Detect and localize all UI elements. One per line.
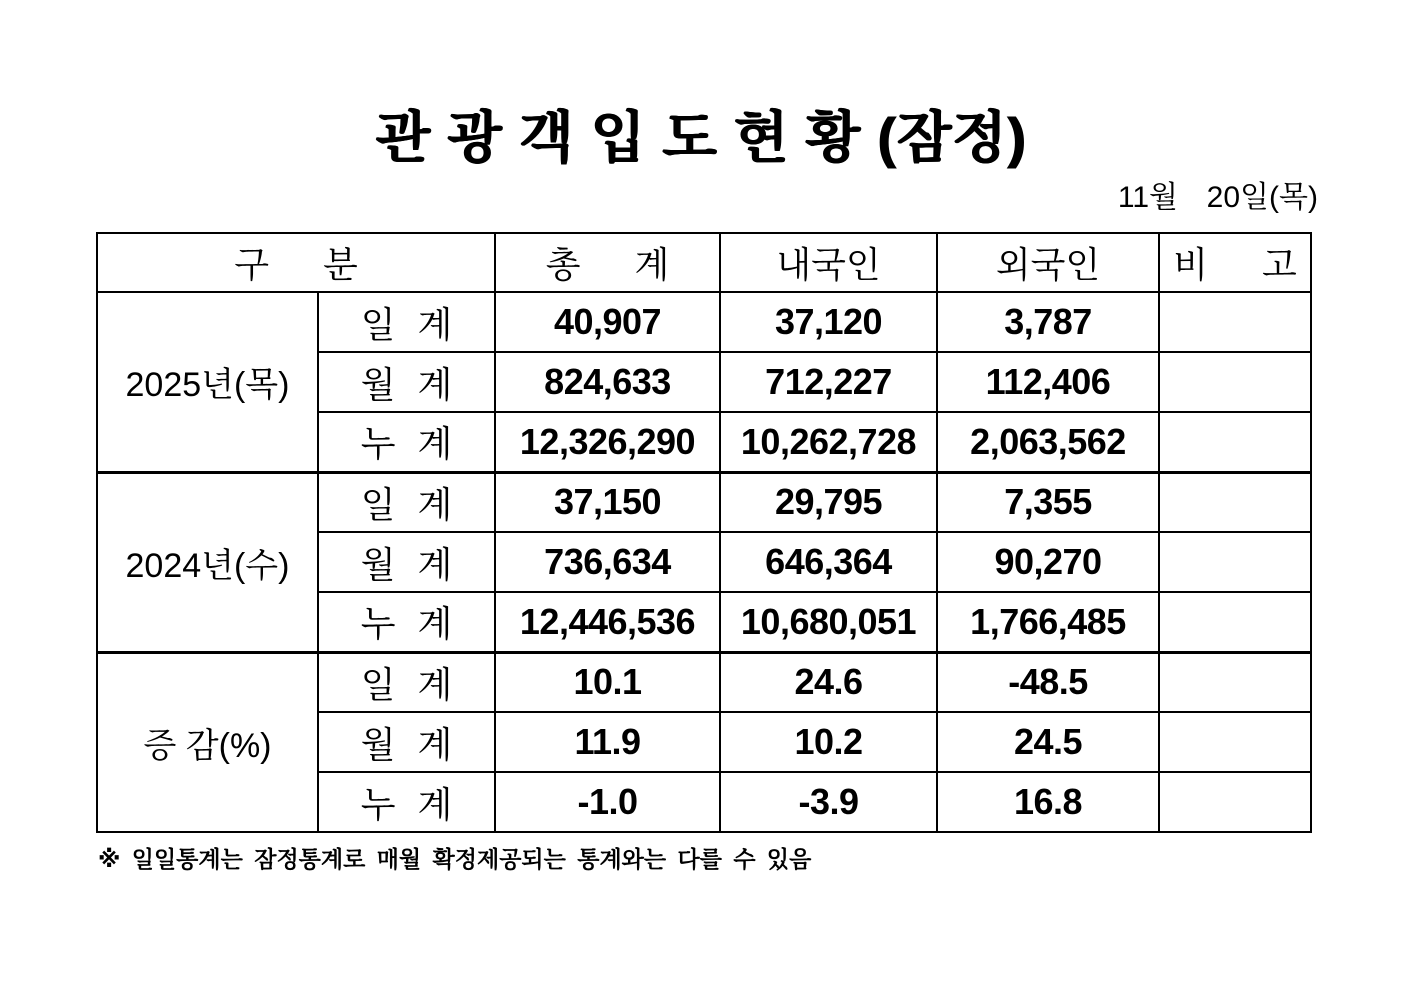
value-domestic: 646,364 — [720, 532, 937, 592]
value-domestic: 24.6 — [720, 652, 937, 712]
value-foreign: 112,406 — [937, 352, 1159, 412]
header-row — [97, 233, 1311, 292]
group-label-2025: 2025년(목) — [97, 292, 318, 472]
value-foreign: 24.5 — [937, 712, 1159, 772]
value-total: 11.9 — [495, 712, 720, 772]
value-foreign: 16.8 — [937, 772, 1159, 832]
col-header-foreign: 외국인 — [937, 233, 1159, 292]
value-domestic: 712,227 — [720, 352, 937, 412]
table-row — [97, 472, 1311, 532]
remark-cell — [1159, 412, 1311, 472]
col-header-total: 총 계 — [495, 233, 720, 292]
remark-cell — [1159, 772, 1311, 832]
row-label-monthly: 월 계 — [318, 532, 495, 592]
page-title: 관 광 객 입 도 현 황 (잠정) — [375, 106, 1028, 169]
value-domestic: 37,120 — [720, 292, 937, 352]
table-row — [97, 652, 1311, 712]
remark-cell — [1159, 472, 1311, 532]
value-total: 824,633 — [495, 352, 720, 412]
value-foreign: 2,063,562 — [937, 412, 1159, 472]
group-label-2024: 2024년(수) — [97, 472, 318, 652]
value-foreign: 3,787 — [937, 292, 1159, 352]
value-total: 12,326,290 — [495, 412, 720, 472]
value-total: 12,446,536 — [495, 592, 720, 652]
report-date: 11월 20일(목) — [1117, 181, 1318, 214]
value-domestic: 10.2 — [720, 712, 937, 772]
value-domestic: 29,795 — [720, 472, 937, 532]
value-foreign: 90,270 — [937, 532, 1159, 592]
row-label-monthly: 월 계 — [318, 352, 495, 412]
value-foreign: 1,766,485 — [937, 592, 1159, 652]
remark-cell — [1159, 292, 1311, 352]
col-header-category: 구 분 — [97, 233, 495, 292]
value-domestic: 10,262,728 — [720, 412, 937, 472]
remark-cell — [1159, 652, 1311, 712]
row-label-cumulative: 누 계 — [318, 412, 495, 472]
col-header-remark: 비 고 — [1159, 233, 1311, 292]
value-total: -1.0 — [495, 772, 720, 832]
col-header-domestic: 내국인 — [720, 233, 937, 292]
value-total: 10.1 — [495, 652, 720, 712]
group-label-change: 증 감(%) — [97, 652, 318, 832]
remark-cell — [1159, 532, 1311, 592]
remark-cell — [1159, 592, 1311, 652]
row-label-monthly: 월 계 — [318, 712, 495, 772]
row-label-daily: 일 계 — [318, 472, 495, 532]
table-row — [97, 292, 1311, 352]
row-label-daily: 일 계 — [318, 292, 495, 352]
row-label-cumulative: 누 계 — [318, 772, 495, 832]
footnote: ※ 일일통계는 잠정통계로 매월 확정제공되는 통계와는 다를 수 있음 — [98, 846, 812, 872]
value-total: 37,150 — [495, 472, 720, 532]
value-total: 736,634 — [495, 532, 720, 592]
row-label-cumulative: 누 계 — [318, 592, 495, 652]
value-foreign: 7,355 — [937, 472, 1159, 532]
value-total: 40,907 — [495, 292, 720, 352]
row-label-daily: 일 계 — [318, 652, 495, 712]
remark-cell — [1159, 712, 1311, 772]
remark-cell — [1159, 352, 1311, 412]
value-foreign: -48.5 — [937, 652, 1159, 712]
value-domestic: 10,680,051 — [720, 592, 937, 652]
tourist-arrival-table — [96, 232, 1312, 833]
value-domestic: -3.9 — [720, 772, 937, 832]
